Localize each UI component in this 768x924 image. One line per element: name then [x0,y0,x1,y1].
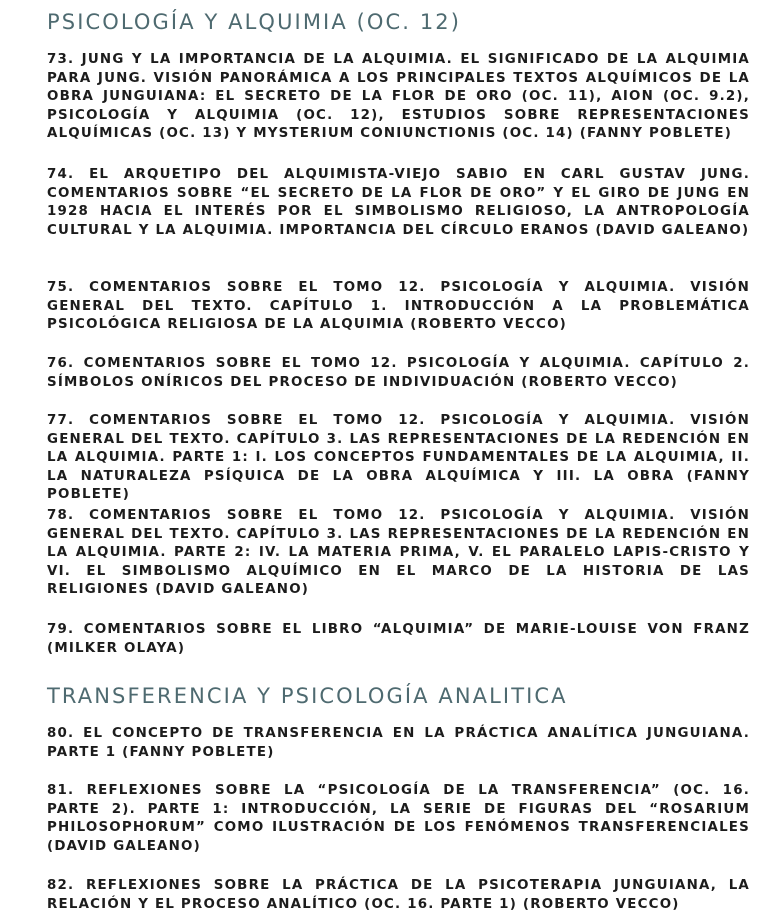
list-item-78: 78. COMENTARIOS SOBRE EL TOMO 12. PSICOLOGÍA Y ALQUIMIA. VISIÓN GENERAL DEL TEXTO. CAPÍTULO 3. LAS REPRESENTACIONES DE LA REDENCIÓN EN LA ALQUIMIA. PARTE 2: IV. LA MATERIA PRIMA, V. EL PARALELO LAPIS-CRISTO Y VI. EL SIMBOLISMO ALQUÍMICO EN EL MARCO DE LA HISTORIA DE LAS RELIGIONES (DAVID GALEANO) [47,508,750,597]
list-item-79: 79. COMENTARIOS SOBRE EL LIBRO “ALQUIMIA” DE MARIE-LOUISE VON FRANZ (MILKER OLAYA) [47,622,750,656]
list-item-81: 81. REFLEXIONES SOBRE LA “PSICOLOGÍA DE LA TRANSFERENCIA” (OC. 16. PARTE 2). PARTE 1: INTRODUCCIÓN, LA SERIE DE FIGURAS DEL “ROSARIUM PHILOSOPHORUM” COMO ILUSTRACIÓN DE LOS FENÓMENOS TRANSFERENCIALES (DAVID GALEANO) [47,783,750,854]
list-item-80: 80. EL CONCEPTO DE TRANSFERENCIA EN LA PRÁCTICA ANALÍTICA JUNGUIANA. PARTE 1 (FANNY POBLETE) [47,726,750,760]
list-item-74: 74. EL ARQUETIPO DEL ALQUIMISTA-VIEJO SABIO EN CARL GUSTAV JUNG. COMENTARIOS SOBRE “EL SECRETO DE LA FLOR DE ORO” Y EL GIRO DE JUNG EN 1928 HACIA EL INTERÉS POR EL SIMBOLISMO RELIGIOSO, LA ANTROPOLOGÍA CULTURAL Y LA ALQUIMIA. IMPORTANCIA DEL CÍRCULO ERANOS (DAVID GALEANO) [47,167,750,238]
list-item-75: 75. COMENTARIOS SOBRE EL TOMO 12. PSICOLOGÍA Y ALQUIMIA. VISIÓN GENERAL DEL TEXTO. CAPÍTULO 1. INTRODUCCIÓN A LA PROBLEMÁTICA PSICOLÓGICA RELIGIOSA DE LA ALQUIMIA (ROBERTO VECCO) [47,280,750,332]
section-title-psicologia-alquimia: PSICOLOGÍA Y ALQUIMIA (OC. 12) [47,10,462,34]
section-title-transferencia: TRANSFERENCIA Y PSICOLOGÍA ANALITICA [47,684,568,708]
list-item-77: 77. COMENTARIOS SOBRE EL TOMO 12. PSICOLOGÍA Y ALQUIMIA. VISIÓN GENERAL DEL TEXTO. CAPÍTULO 3. LAS REPRESENTACIONES DE LA REDENCIÓN EN LA ALQUIMIA. PARTE 1: I. LOS CONCEPTOS FUNDAMENTALES DE LA ALQUIMIA, II. LA NATURALEZA PSÍQUICA DE LA OBRA ALQUÍMICA Y III. LA OBRA (FANNY POBLETE) [47,413,750,502]
list-item-73: 73. JUNG Y LA IMPORTANCIA DE LA ALQUIMIA. EL SIGNIFICADO DE LA ALQUIMIA PARA JUNG. VISIÓN PANORÁMICA A LOS PRINCIPALES TEXTOS ALQUÍMICOS DE LA OBRA JUNGUIANA: EL SECRETO DE LA FLOR DE ORO (OC. 11), AION (OC. 9.2), PSICOLOGÍA Y ALQUIMIA (OC. 12), ESTUDIOS SOBRE REPRESENTACIONES ALQUÍMICAS (OC. 13) Y MYSTERIUM CONIUNCTIONIS (OC. 14) (FANNY POBLETE) [47,52,750,141]
list-item-76: 76. COMENTARIOS SOBRE EL TOMO 12. PSICOLOGÍA Y ALQUIMIA. CAPÍTULO 2. SÍMBOLOS ONÍRICOS DEL PROCESO DE INDIVIDUACIÓN (ROBERTO VECCO) [47,356,750,390]
list-item-82: 82. REFLEXIONES SOBRE LA PRÁCTICA DE LA PSICOTERAPIA JUNGUIANA, LA RELACIÓN Y EL PROCESO ANALÍTICO (OC. 16. PARTE 1) (ROBERTO VECCO) [47,878,750,912]
